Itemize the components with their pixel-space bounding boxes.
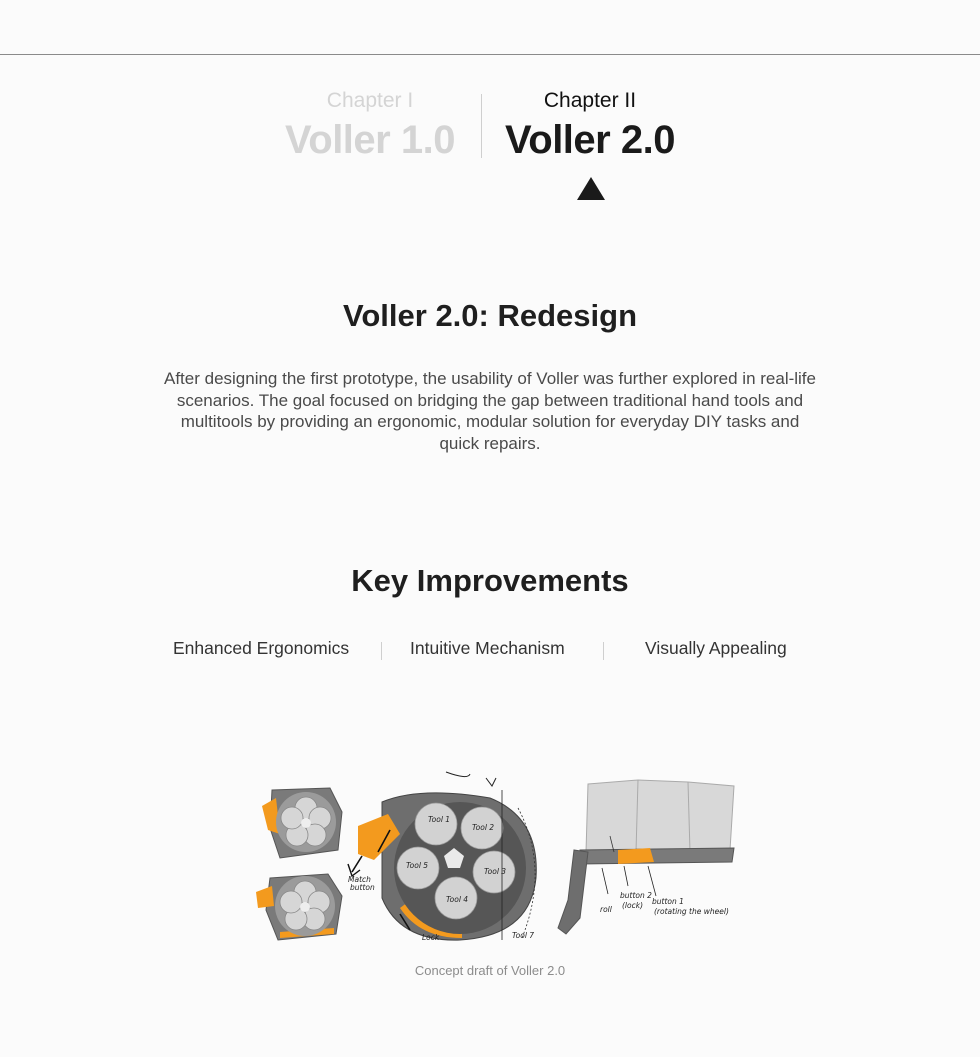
improvements-list <box>0 638 980 668</box>
active-chapter-triangle-icon <box>577 177 605 200</box>
svg-text:Match: Match <box>348 875 371 884</box>
concept-sketch-image <box>250 768 740 948</box>
improvements-title: Key Improvements <box>351 563 629 598</box>
small-device-top <box>262 788 342 858</box>
svg-text:Lock: Lock <box>422 933 440 942</box>
chapter-1-name: Voller 1.0 <box>285 118 455 162</box>
svg-text:Tool 7: Tool 7 <box>512 931 535 940</box>
small-device-bottom <box>256 874 342 940</box>
main-wheel-device <box>348 772 536 942</box>
improvement-separator <box>603 642 604 660</box>
side-view-device <box>558 780 734 934</box>
redesign-body: After designing the first prototype, the usability of Voller was further explored in real-life scenarios. The goal focused on bridging the gap between traditional hand tools and multitools by providing an ergonomic, modular solution for everyday DIY tasks and quick repairs. <box>163 369 816 453</box>
chapter-2-link[interactable] <box>490 88 690 166</box>
svg-text:Tool 1: Tool 1 <box>428 815 451 824</box>
top-divider <box>0 54 980 55</box>
chapter-divider <box>481 94 482 158</box>
svg-text:button 1: button 1 <box>652 897 684 906</box>
svg-text:button 2: button 2 <box>620 891 652 900</box>
svg-text:button: button <box>350 883 375 892</box>
redesign-title: Voller 2.0: Redesign <box>342 298 637 333</box>
concept-sketch <box>250 768 740 948</box>
svg-text:roll: roll <box>600 905 612 914</box>
svg-text:(rotating the wheel): (rotating the wheel) <box>654 907 729 916</box>
svg-text:(lock): (lock) <box>622 901 643 910</box>
svg-text:Tool 3: Tool 3 <box>484 867 507 876</box>
chapter-1-link[interactable] <box>270 88 470 166</box>
improvement-separator <box>381 642 382 660</box>
chapter-nav <box>0 88 980 208</box>
improvement-mechanism: Intuitive Mechanism <box>410 638 565 658</box>
figure-caption: Concept draft of Voller 2.0 <box>414 963 566 978</box>
improvement-appeal: Visually Appealing <box>645 638 787 658</box>
svg-text:Tool 4: Tool 4 <box>446 895 469 904</box>
chapter-1-kicker: Chapter I <box>326 89 414 112</box>
svg-text:Tool 2: Tool 2 <box>472 823 495 832</box>
improvement-ergonomics: Enhanced Ergonomics <box>173 638 350 658</box>
chapter-2-kicker: Chapter II <box>543 89 637 112</box>
svg-text:Tool 5: Tool 5 <box>406 861 429 870</box>
chapter-2-name: Voller 2.0 <box>505 118 675 162</box>
